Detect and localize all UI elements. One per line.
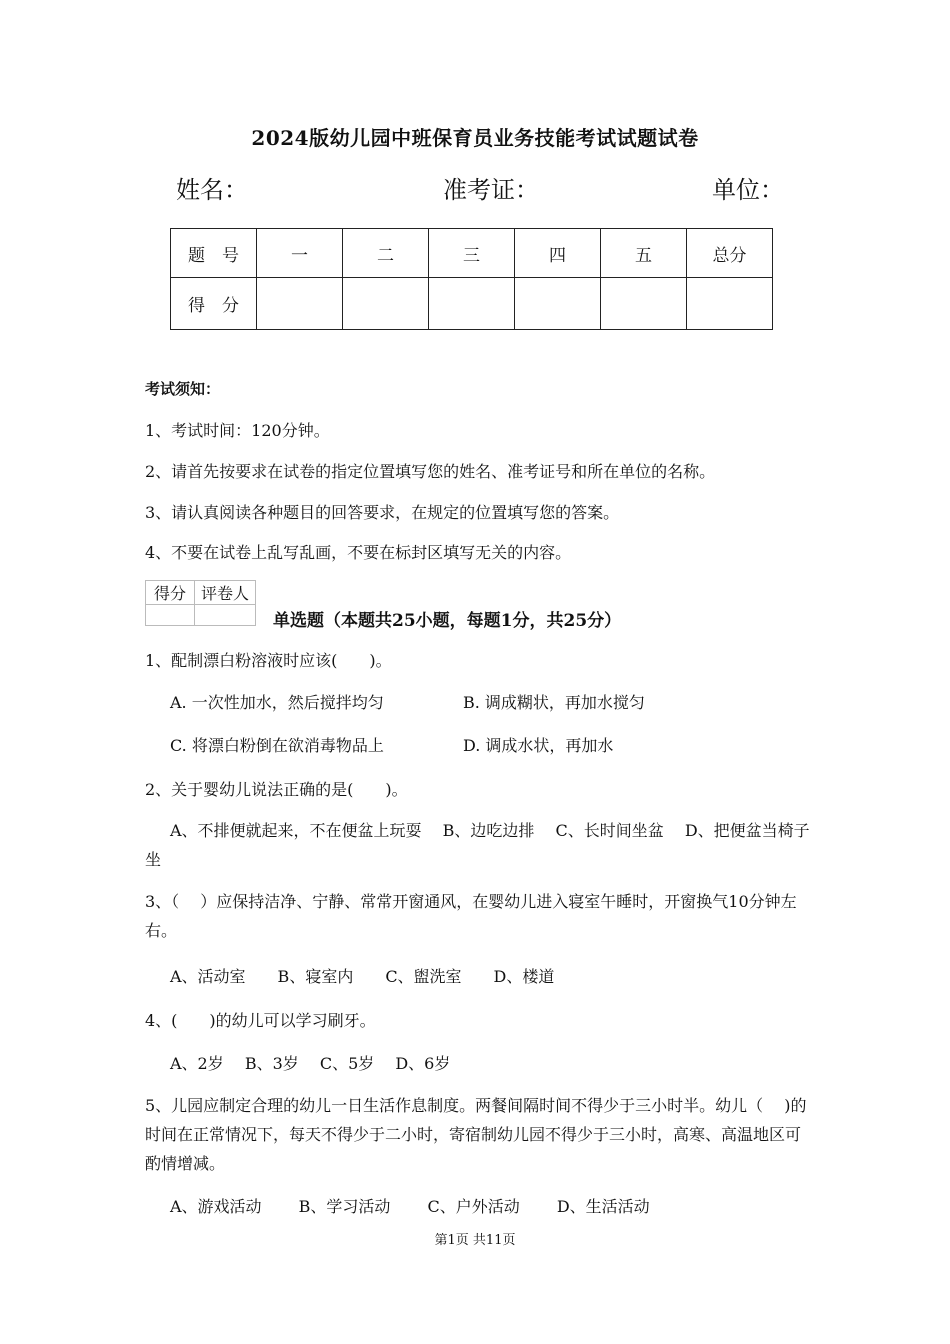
- question-1-option-d: D. 调成水状，再加水: [463, 736, 614, 755]
- notice-item: 3、请认真阅读各种题目的回答要求，在规定的位置填写您的答案。: [145, 503, 620, 522]
- score-cell: [429, 278, 515, 330]
- score-table-score-row: [171, 278, 773, 330]
- page-title: 2024版幼儿园中班保育员业务技能考试试题试卷: [251, 126, 699, 150]
- score-cell: [601, 278, 687, 330]
- question-1-option-b: B. 调成糊状，再加水搅匀: [463, 693, 645, 712]
- question-5-stem: 5、儿园应制定合理的幼儿一日生活作息制度。两餐间隔时间不得少于三小时半。幼儿（ )的时间在正常情况下，每天不得少于二小时，寄宿制幼儿园不得少于三小时，高寒、高温地区可酌情增减。: [145, 1096, 807, 1173]
- question-4-stem: 4、( )的幼儿可以学习刷牙。: [145, 1011, 376, 1030]
- exam-id-label: 准考证：: [443, 176, 539, 204]
- question-3-options: A、活动室 B、寝室内 C、盥洗室 D、楼道: [170, 967, 555, 986]
- question-1-option-a: A. 一次性加水，然后搅拌均匀: [170, 693, 384, 712]
- grader-score-cell: [146, 605, 195, 626]
- question-1-option-c: C. 将漂白粉倒在欲消毒物品上: [170, 736, 384, 755]
- score-cell: [257, 278, 343, 330]
- grader-score-label: 得分: [146, 581, 195, 605]
- notice-item: 2、请首先按要求在试卷的指定位置填写您的姓名、准考证号和所在单位的名称。: [145, 462, 716, 481]
- score-header-cell: 二: [343, 229, 429, 278]
- score-table: [170, 228, 773, 330]
- grader-reviewer-cell: [195, 605, 256, 626]
- score-header-cell: 一: [257, 229, 343, 278]
- unit-label: 单位：: [712, 176, 784, 204]
- section-title: 单选题（本题共25小题，每题1分，共25分）: [273, 611, 622, 631]
- question-3-stem: 3、（ ）应保持洁净、宁静、常常开窗通风，在婴幼儿进入寝室午睡时，开窗换气10分钟左右。: [145, 892, 797, 940]
- notice-item: 1、考试时间：120分钟。: [145, 421, 330, 440]
- score-header-cell: 题 号: [171, 229, 257, 278]
- question-2-options: A、不排便就起来，不在便盆上玩耍 B、边吃边排 C、长时间坐盆 D、把便盆当椅子坐: [145, 821, 810, 869]
- page-footer: 第1页 共11页: [434, 1233, 516, 1248]
- score-cell: [515, 278, 601, 330]
- score-cell: [343, 278, 429, 330]
- question-2-stem: 2、关于婴幼儿说法正确的是( )。: [145, 780, 408, 799]
- name-label: 姓名：: [176, 176, 248, 204]
- grader-reviewer-label: 评卷人: [195, 581, 256, 605]
- question-5-options: A、游戏活动 B、学习活动 C、户外活动 D、生活活动: [170, 1197, 650, 1216]
- score-header-cell: 四: [515, 229, 601, 278]
- notice-item: 4、不要在试卷上乱写乱画，不要在标封区填写无关的内容。: [145, 543, 572, 562]
- notice-heading: 考试须知：: [145, 380, 221, 398]
- question-4-options: A、2岁 B、3岁 C、5岁 D、6岁: [170, 1054, 451, 1073]
- score-header-cell: 三: [429, 229, 515, 278]
- question-1-stem: 1、配制漂白粉溶液时应该( )。: [145, 651, 392, 670]
- score-header-cell: 五: [601, 229, 687, 278]
- score-header-cell: 总分: [687, 229, 773, 278]
- score-row-label: 得 分: [171, 278, 257, 330]
- score-table-header-row: [171, 229, 773, 278]
- score-cell: [687, 278, 773, 330]
- grader-table: [145, 580, 256, 626]
